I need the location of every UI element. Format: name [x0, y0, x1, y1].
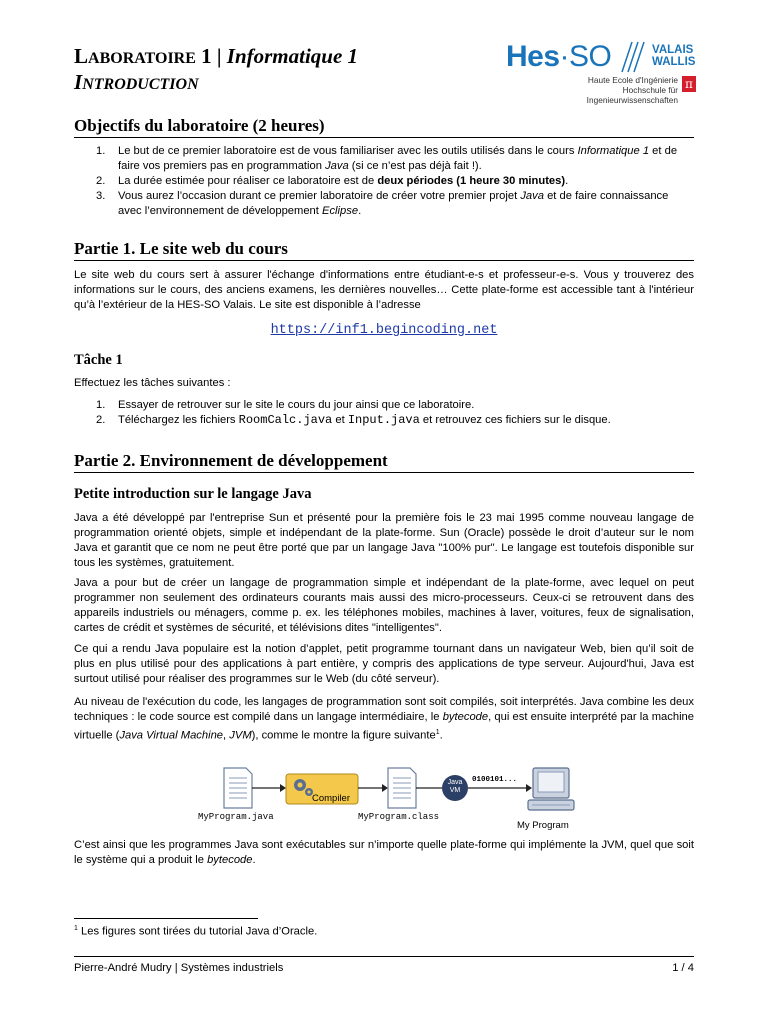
list-number: 2.: [96, 175, 106, 187]
footnote-number: 1: [74, 925, 78, 932]
part1-paragraph: Le site web du cours sert à assurer l'échange d'informations entre étudiant-e-s et professeur-e-s. Vous y trouverez des informations sur le cours, des anciens examens, les dernières nouvelles… Cette plate-forme est accessible tant à l'intérieur qu’à l’extérieur de la HES-SO Valais. Le site est disponible à l’adresse: [74, 269, 694, 311]
jvm-label-line1: Java: [447, 779, 463, 786]
footnote: [74, 925, 317, 938]
title-initial: L: [74, 44, 89, 68]
filename-input: Input.java: [347, 413, 420, 427]
logo-sub-line2: Hochschule für Ingenieurwissenschaften: [586, 85, 678, 105]
objective-item-2: [96, 174, 696, 189]
task1-heading: Tâche 1: [74, 352, 123, 368]
java-paragraph-5: C’est ainsi que les programmes Java sont exécutables sur n’importe quelle plate-forme qui implémente la JVM, quel que soit le système qui a produit le bytecode.: [74, 839, 694, 866]
list-text: La durée estimée pour réaliser ce laboratoire est de deux périodes (1 heure 30 minutes).: [118, 175, 569, 187]
footnote-separator: [74, 918, 258, 919]
footnote-text: Les figures sont tirées du tutorial Java d’Oracle.: [77, 925, 318, 938]
document-subtitle: [74, 70, 199, 95]
java-paragraph-3: Ce qui a rendu Java populaire est la notion d’applet, petit programme tournant dans un navigateur Web, bien qu’il soit de plus en plus utilisé pour des applications à part entière, y compris des applications de type serveur. Aujourd'hui, Java est surtout utilisé pour réaliser des programmes sur le Web (du côté serveur).: [74, 643, 694, 685]
subtitle-rest: NTRODUCTION: [82, 76, 199, 93]
jvm-label: [444, 779, 466, 795]
page-number: 1 / 4: [672, 962, 694, 974]
logo-region-line1: VALAIS: [652, 44, 694, 56]
title-rest: ABORATOIRE: [88, 50, 196, 67]
objective-item-3: [96, 189, 696, 219]
task-item-2: [96, 413, 696, 428]
footnote-ref: 1: [435, 729, 440, 736]
hes-so-logo: [506, 40, 611, 74]
footer-left: Pierre-André Mudry | Systèmes industriels: [74, 962, 284, 974]
java-intro-heading: Petite introduction sur le langage Java: [74, 486, 312, 502]
footer-separator: [74, 956, 694, 957]
source-file-icon: [224, 768, 252, 808]
objectives-heading: Objectifs du laboratoire (2 heures): [74, 116, 694, 138]
source-file-label: MyProgram.java: [198, 812, 274, 822]
logo-so-text: SO: [569, 40, 612, 73]
list-text: Vous aurez l’occasion durant ce premier laboratoire de créer votre premier projet Java et de faire connaissance avec l’environnement de développement Eclipse.: [118, 190, 669, 217]
list-number: 1.: [96, 145, 106, 157]
task-item-1: [96, 398, 696, 413]
title-course: Informatique 1: [226, 44, 359, 68]
output-label: My Program: [517, 820, 569, 831]
list-number: 2.: [96, 414, 106, 426]
list-text: Essayer de retrouver sur le site le cours du jour ainsi que ce laboratoire.: [118, 399, 475, 411]
logo-subtitle: [548, 75, 678, 105]
logo-dot: ·: [559, 40, 570, 73]
java-paragraph-2: Java a pour but de créer un langage de programmation simple et indépendant de la plate-forme, avec lequel on peut programmer non seulement des ordinateurs courants mais aussi des micro-processeurs. Ceux-ci se retrouvent dans des appareils industriels ou ménagers, comme p. ex. les téléphones mobiles, machines à laver, voitures, feux de signalisation, cartes de crédit et systèmes de sécurité, et télévisions dites "intelligentes".: [74, 577, 694, 634]
filename-roomcalc: RoomCalc.java: [238, 413, 333, 427]
java-paragraph-4: Au niveau de l'exécution du code, les langages de programmation sont soit compilés, soit interprétés. Java combine les deux techniques : le code source est compilé dans un langage intermédiaire, le bytecode, qui est ensuite interprété par la machine virtuelle (Java Virtual Machine, JVM), comme le montre la figure suivante$^1$.: [74, 696, 694, 742]
list-text: Le but de ce premier laboratoire est de vous familiariser avec les outils utilisés dans le cours Informatique 1 et de faire vos premiers pas en programmation Java (si ce n’est pas déjà fait !).: [118, 145, 678, 172]
compiler-label: Compiler: [312, 793, 351, 804]
computer-icon: [528, 768, 574, 810]
class-file-icon: [388, 768, 416, 808]
class-file-label: MyProgram.class: [358, 812, 440, 822]
course-url-container: [74, 320, 694, 338]
task1-intro: Effectuez les tâches suivantes :: [74, 377, 231, 389]
part2-heading: Partie 2. Environnement de développement: [74, 451, 694, 473]
title-number: 1 |: [201, 44, 222, 68]
jvm-label-line2: VM: [449, 787, 461, 794]
objective-item-1: [96, 144, 696, 174]
bytecode-bits: 0100101...: [472, 776, 518, 784]
list-number: 1.: [96, 399, 106, 411]
logo-sub-line1: Haute Ecole d'Ingénierie: [587, 75, 678, 85]
course-url-link[interactable]: https://inf1.begincoding.net: [270, 323, 498, 338]
list-number: 3.: [96, 190, 106, 202]
part1-heading: Partie 1. Le site web du cours: [74, 239, 694, 261]
logo-slash-icon: [618, 40, 652, 74]
logo-region: [652, 44, 695, 68]
document-title: [74, 44, 358, 69]
pi-icon: π: [682, 76, 696, 92]
list-text: Téléchargez les fichiers RoomCalc.java et Input.java et retrouvez ces fichiers sur le disque.: [118, 413, 611, 427]
java-paragraph-1: Java a été développé par l'entreprise Sun et présenté pour la première fois le 23 mai 1995 comme nouveau langage de programmation orienté objets, simple et indépendant de la plate-forme. Sun (Oracle) possède le droit d’auteur sur le nom Java et garantit que ce nom ne peut être porté que par un langage Java "100% pur". Le langage est toutefois disponible sur tous les systèmes, gratuitement.: [74, 512, 694, 569]
compilation-diagram: [196, 762, 586, 836]
logo-hes-text: Hes: [506, 40, 560, 73]
logo-region-line2: WALLIS: [652, 56, 696, 68]
subtitle-initial: I: [74, 70, 83, 94]
